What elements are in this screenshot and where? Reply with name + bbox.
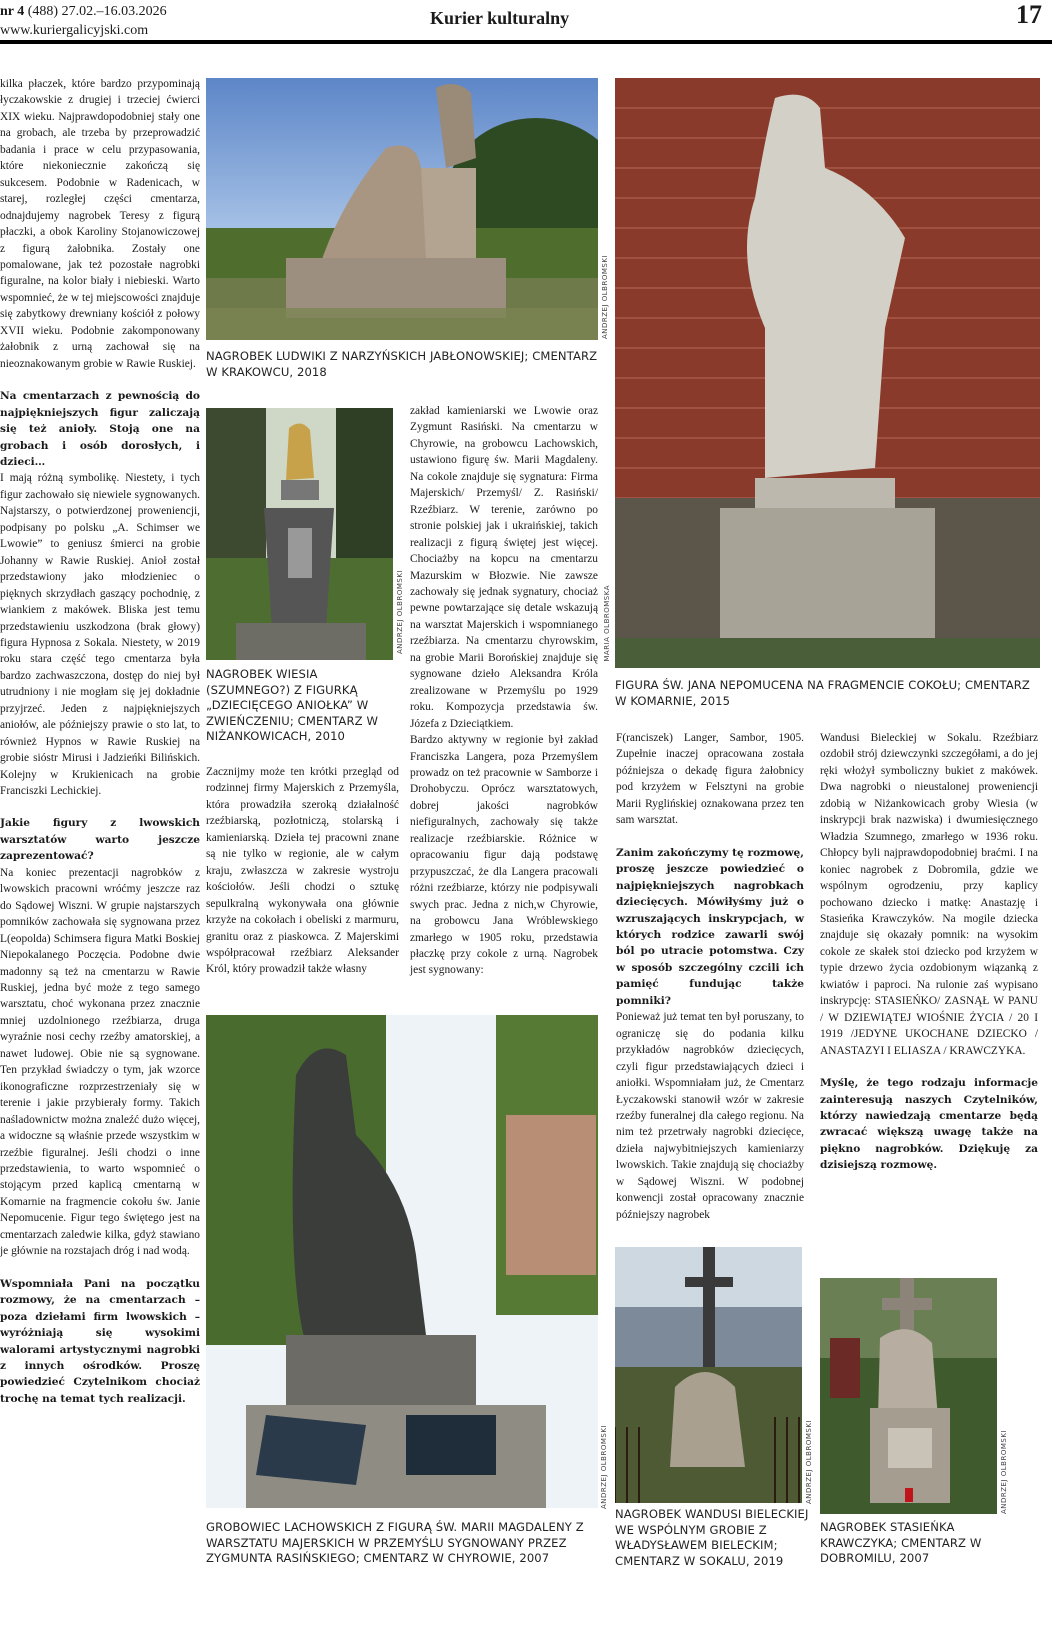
- photo-stasienko-image: [820, 1278, 997, 1514]
- paragraph: Bardzo aktywny w regionie był zakład Franciszka Langera, poza Przemyślem prowadz on też pracownie w Samborze i Drohobyczu. Oprócz warsztatowych, dobrej jakości nagrobków niefiguralnych, zachowały się także realizacje rzeźbiarskie. Różnice w opracowaniu figur dają podstawę przypuszczać, że dla Langera pracowali różni rzeźbiarze, którzy nie podpisywali swych prac. Jedna z nich,w Chyrowie, na grobowcu Jana Wróblewskiego zmarłego w 1905 roku, przedstawia płaczkę przy cokole z urną. Nagrobek jest sygnowany:: [410, 734, 598, 977]
- caption-lachowscy: GROBOWIEC LACHOWSKICH Z FIGURĄ ŚW. MARII MAGDALENY Z WARSZTATU MAJERSKICH W PRZEMYŚLU SYGNOWANY PRZEZ ZYGMUNTA RASIŃSKIEGO; CMENTARZ W CHYROWIE, 2007: [206, 1520, 584, 1565]
- interview-question: Na cmentarzach z pewnością do najpiękniejszych figur zaliczają się też anioły. Stoją one na grobach i osób dorosłych, i dzieci…: [0, 390, 200, 468]
- photo-credit-wies: ANDRZEJ OLBROMSKI: [396, 570, 404, 655]
- photo-lachowscy: [206, 1015, 598, 1508]
- interview-question: Zanim zakończymy tę rozmowę, proszę jeszcze powiedzieć o najpiękniejszych nagrobkach dziecięcych. Mówiłyśmy już o wzruszających inskrypcjach, w których rodzice zawarli swój ból po utracie potomstwa. Czy w sposób szczególny czcili ich pamięć fundując także pomniki?: [616, 846, 804, 1007]
- article-column-1: [0, 76, 200, 1407]
- photo-credit-lachowscy: ANDRZEJ OLBROMSKI: [600, 1425, 608, 1510]
- photo-credit-nepomucen: MARIA OLBROMSKA: [603, 585, 611, 662]
- paragraph: I mają różną symbolikę. Niestety, i tych figur zachowało się niewiele sygnowanych. Najstarszy, o potwierdzonej proweniencji, podpisany po polsku „A. Schimser we Lwowie” to geniusz śmierci na grobie Johanny w Rawie Ruskiej. Anioł został przedstawiony jako młodzieniec o pięknych skrzydłach gaszący pochodnię, z wiankiem z makówek. Bliska jest temu przedstawieniu uszkodzona (brak głowy) figura Hypnosa z Sokala. Niestety, w 2019 roku stara część tego cmentarza była bardzo zachwaszczona, dostęp do niej był utrudniony i nie mogłam się jej dokładnie przyjrzeć. Jeden z najpiękniejszych aniołów, ale późniejszy prawie o sto lat, to również Hypnos w Rawie Ruskiej na grobie sióstr Mirusi i Jadzieńki Bilińskich. Kolejny w Krukienicach na grobie Franciszki Lechickiej.: [0, 472, 200, 798]
- header-rule: [0, 40, 1052, 44]
- photo-nepomucen-image: [615, 78, 1040, 668]
- photo-credit-stasienko: ANDRZEJ OLBROMSKI: [1000, 1430, 1008, 1515]
- interview-question: Wspomniała Pani na początku rozmowy, że na cmentarzach – poza dziełami firm lwowskich – wyróżniają się wysokimi walorami artystycznymi nagrobki z innych ośrodków. Proszę powiedzieć Czytelnikom chociaż trochę na temat tych realizacji.: [0, 1277, 200, 1405]
- photo-krakowiec-image: [206, 78, 598, 340]
- caption-krakowiec: NAGROBEK LUDWIKI Z NARZYŃSKICH JABŁONOWSKIEJ; CMENTARZ W KRAKOWCU, 2018: [206, 349, 598, 379]
- paragraph: Ponieważ już temat ten był poruszany, to ograniczę się do podania kilku przykładów nagrobków dziecięcych, czyli figur przedstawiających dzieci i aniołki. Wspomniałam już, że Cmentarz Łyczakowski stanowił wzór w zakresie rzeźby funeralnej dla całego regionu. Na nim też przetrwały nagrobki dziecięce, dzieła najwybitniejszych kamieniarzy lwowskich. Takie znajdują się chociażby w Sądowej Wiszni. W podobnej konwencji został opracowany znacznie późniejszy nagrobek: [616, 1011, 804, 1221]
- column-2-text: Zacznijmy może ten krótki przegląd od rodzinnej firmy Majerskich z Przemyśla, która prowadziła szeroką działalność rzeźbiarską, pozłotniczą, stolarską i kamieniarską. Dzieła tej pracowni znane są nie tylko w regionie, ale w całym kraju, zwłaszcza w zakresie wystroju kościołów. Jeśli chodzi o sztukę sepulkralną wykonywała ona głównie krzyże na cokołach i obeliski z marmuru, granitu oraz z piaskowca. Z Majerskimi współpracował rzeźbiarz Aleksander Król, który prowadził także własny: [206, 766, 399, 976]
- photo-wies: [206, 408, 393, 660]
- interview-question: Jakie figury z lwowskich warsztatów warto jeszcze zaprezentować?: [0, 817, 200, 863]
- paragraph: zakład kamieniarski we Lwowie oraz Zygmunt Rasiński. Na cmentarzu w Chyrowie, na grobowcu Lachowskich, ustawiono figurę św. Marii Magdaleny. Na cokole znajduje się sygnatura: Firma Majerskich/ Przemyśl/ Z. Rasiński/ Rzeźbiarz. W terenie, zarówno po stronie polskiej jak i ukraińskiej, takich realizacji z figurą świętej jest więcej. Chociażby na kopcu na cmentarzu Mazurskim w Błozwie. Nie zawsze zachowały się jednak sygnatury, chociaż pewne powtarzające się detale wskazują na warsztat Majerskich i wspomnianego rzeźbiarza. Na cmentarzu chyrowskim, na grobie Marii Borońskiej znajduje się sygnowane dzieło Aleksandra Króla zrealizowane w Przemyślu po 1929 roku. Kompozycja przedstawia św. Józefa z Dzieciątkiem.: [410, 405, 598, 730]
- photo-stasienko: [820, 1278, 997, 1514]
- paragraph: Na koniec prezentacji nagrobków z lwowskich pracowni wróćmy jeszcze raz do Sądowej Wiszni. W grupie najstarszych pomników zachowała się sygnowana przez L(eopolda) Schimsera figura Matki Boskiej Niepokalanego Poczęcia. Podobne dwie madonny są też na cmentarzu w Rawie Ruskiej, jedna być może z tego samego warsztatu, choć wykonana przez znacznie mniej uzdolnionego rzeźbiarza, druga wyraźnie nosi cechy rzeźby amatorskiej, a nawet ludowej. Obie nie są sygnowane. Ten przykład świadczy o tym, jak wzorce ikonograficzne rozprzestrzeniały się w terenie i jakie przybierały formy. Takich naśladownictw można znaleźć dużo więcej, a widoczne są właśnie przede wszystkim w rzeźbie figuralnej. Jeśli chodzi o inne przedstawienia, to warto wspomnieć o stojącym przed kaplicą cmentarną w Komarnie na fragmencie cokołu św. Janie Nepomucenie. Figur tego świętego jest na cmentarzach zaledwie kilka, gdyż stawiano je głównie na rozstajach dróg i nad wodą.: [0, 866, 200, 1258]
- photo-credit-wandusia: ANDRZEJ OLBROMSKI: [805, 1420, 813, 1505]
- photo-wandusia-image: [615, 1247, 802, 1503]
- issue-info: [0, 2, 167, 40]
- photo-krakowiec: [206, 78, 598, 340]
- caption-wies: NAGROBEK WIESIA (SZUMNEGO?) Z FIGURKĄ „DZIECIĘCEGO ANIOŁKA” W ZWIEŃCZENIU; CMENTARZ W NIŻANKOWICACH, 2010: [206, 667, 379, 743]
- section-title: Kurier kulturalny: [430, 8, 570, 28]
- photo-wies-image: [206, 408, 393, 660]
- photo-nepomucen: [615, 78, 1040, 668]
- article-column-4: [616, 730, 804, 1223]
- caption-stasienko: NAGROBEK STASIEŃKA KRAWCZYKA; CMENTARZ W DOBROMILU, 2007: [820, 1520, 982, 1565]
- caption-wandusia: NAGROBEK WANDUSI BIELECKIEJ WE WSPÓLNYM GROBIE Z WŁADYSŁAWEM BIELECKIM; CMENTARZ W SOKALU, 2019: [615, 1507, 809, 1568]
- article-column-5: [820, 730, 1038, 1174]
- paragraph: kilka płaczek, które bardzo przypominają łyczakowskie z drugiej i trzeciej ćwierci XIX wieku. Najprawdopodobniej stały one na grobach, ale trzeba by przeprowadzić badania i prace w celu przypasowania, które niekoniecznie zakończą się sukcesem. Podobnie w Radenicach, w starej, rozległej części cmentarza, odnajdujemy nagrobek Teresy z figurą płaczki, a obok Karoliny Stojanowiczowej z figurą żałobnika. Zostały one pomalowane, jak też pozostałe nagrobki figuralne, na kolor biały i niebieski. Warto wspomnieć, że w tej miejscowości znajduje się zabytkowy drewniany kościół z połowy XVII wieku. Podobnie zakomponowany żałobnik z urną zachował się na nieoznakowanym grobie w Rawie Ruskiej.: [0, 78, 200, 370]
- article-column-3: [410, 403, 598, 979]
- page-number: 17: [1016, 0, 1042, 29]
- photo-lachowscy-image: [206, 1015, 598, 1508]
- article-column-2: [206, 764, 399, 978]
- website-link[interactable]: www.kuriergalicyjski.com: [0, 23, 149, 38]
- issue-dates: (488) 27.02.–16.03.2026: [27, 4, 167, 19]
- caption-nepomucen: FIGURA ŚW. JANA NEPOMUCENA NA FRAGMENCIE COKOŁU; CMENTARZ W KOMARNIE, 2015: [615, 678, 1030, 708]
- interview-question: Myślę, że tego rodzaju informacje zainteresują naszych Czytelników, którzy nawiedzają cmentarze będą zwracać większą uwagę także na piękno nagrobków. Dziękuję za dzisiejszą rozmowę.: [820, 1077, 1038, 1172]
- photo-wandusia: [615, 1247, 802, 1503]
- issue-number: nr 4: [0, 4, 25, 19]
- paragraph: F(ranciszek) Langer, Sambor, 1905. Zupełnie inaczej opracowana została późniejsza o dekadę figura żałobnicy pod krzyżem w Felsztyni na grobie Marii Ryglińskiej oznakowana przez ten sam warsztat.: [616, 732, 804, 827]
- paragraph: Wandusi Bieleckiej w Sokalu. Rzeźbiarz ozdobił strój dziewczynki szczegółami, a do jej ręki włożył symboliczny bukiet z makówek. Dwa nagrobki o nieustalonej proweniencji zdobią w Niżankowicach groby Wiesia (w inskrypcji brak nazwiska) i dwumiesięcznego Władzia Szumnego, zmarłego w 1936 roku. Chłopcy byli najprawdopodobniej braćmi. I na koniec nagrobek z Dobromila, gdzie we wspólnym ogrodzeniu, przy kaplicy pochowano dziecko i matkę: Anastazję i Stasieńka Krawczyków. Na mogile dziecka znajduje się okazały pomnik: na wysokim cokole ze skałek stoi dziecko pod krzyżem w typie drzewo życia ozdobionym wiązanką z kwiatów i paproci. Na rulonie zaś wypisano inskrypcję: STASIEŃKO/ ZASNĄŁ W PANU / W DZIEWIĄTEJ WIOŚNIE ŻYCIA / 20 I 1919 /JEDYNE UKOCHANE DZIECKO / ANASTAZYI I ELIASZA / KRAWCZYKA.: [820, 732, 1038, 1057]
- photo-credit-krakowiec: ANDRZEJ OLBROMSKI: [601, 255, 609, 340]
